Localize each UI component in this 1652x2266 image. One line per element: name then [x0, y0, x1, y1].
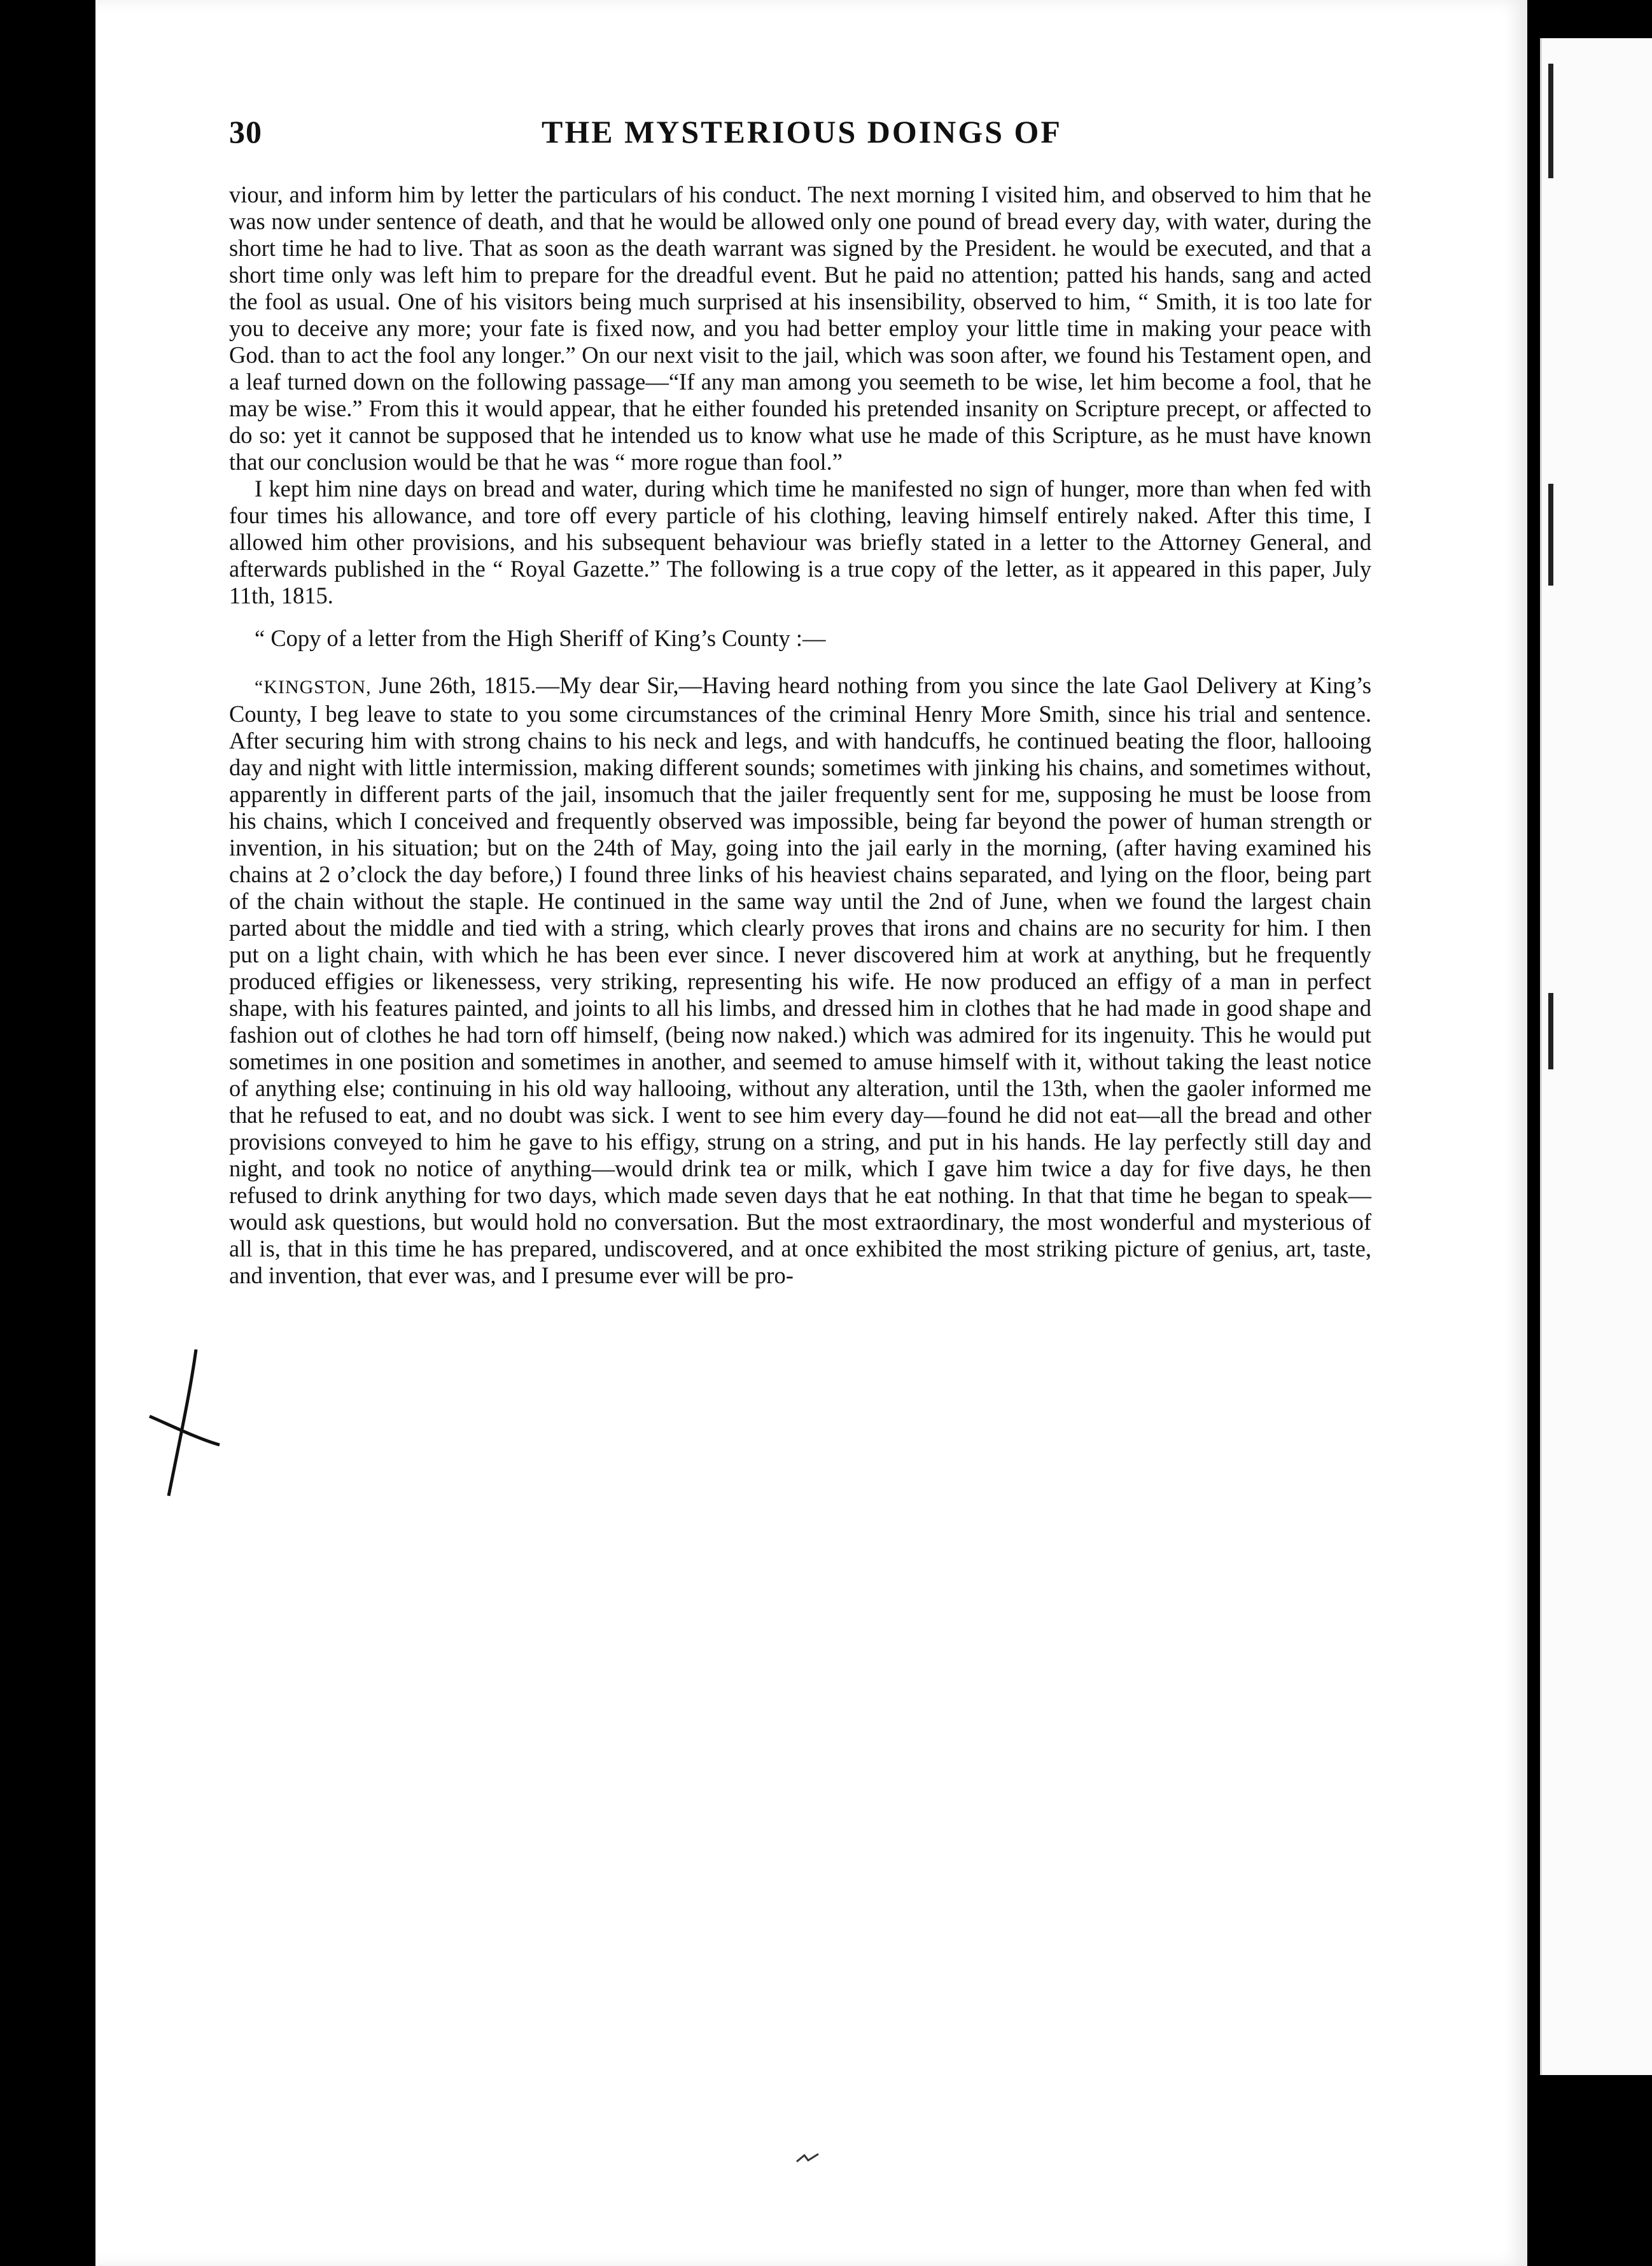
paragraph: “ Copy of a letter from the High Sheriff of King’s County :— [255, 625, 826, 651]
page-number: 30 [229, 114, 262, 150]
letter-paragraph [229, 672, 1371, 1289]
page-edge-mark [1548, 64, 1553, 178]
page-edge-mark [1548, 484, 1553, 586]
running-head: THE MYSTERIOUS DOINGS OF [542, 114, 1062, 150]
adjacent-page-edge [1540, 38, 1652, 2075]
margin-cross-mark [146, 1349, 223, 1502]
stray-ink-mark [795, 2151, 821, 2164]
letter-text: June 26th, 1815.—My dear Sir,—Having heard nothing from you since the late Gaol Delivery at King’s County, I beg leave to state to you some circumstances of the criminal Henry More Smith, since his trial and sentence. After securing him with strong chains to his neck and legs, and with handcuffs, he continued beating the floor, hallooing day and night with little intermission, making different sounds; sometimes with jinking his chains, and sometimes without, apparently in different parts of the jail, insomuch that the jailer frequently sent for me, supposing he must be loose from his chains, which I conceived and frequently observed was impossible, being far beyond the power of human strength or invention, in his situation; but on the 24th of May, going into the jail early in the morning, (after having examined his chains at 2 o’clock the day before,) I found three links of his heaviest chains separated, and lying on the floor, being part of the chain without the staple. He continued in the same way until the 2nd of June, when we found the largest chain parted about the middle and tied with a string, which clearly proves that irons and chains are no security for him. I then put on a light chain, with which he has been ever since. I never discovered him at work at anything, but he frequently produced effigies or likenessess, very striking, representing his wife. He now produced an effigy of a man in perfect shape, with his features painted, and joints to all his limbs, and dressed him in clothes that he had made in good shape and fashion out of clothes he had torn off himself, (being now naked.) which was admired for its ingenuity. This he would put sometimes in one position and sometimes in another, and seemed to amuse himself with it, without taking the least notice of anything else; continuing in his old way hallooing, without any alteration, until the 13th, when the gaoler informed me that he refused to eat, and no doubt was sick. I went to see him every day—found he did not eat—all the bread and other provisions conveyed to him he gave to his effigy, strung on a string, and put in his hands. He lay perfectly still day and night, and took no notice of anything—would drink tea or milk, which I gave him twice a day for five days, he then refused to drink anything for two days, which made seven days that he eat nothing. In that that time he began to speak—would ask questions, but would hold no conversation. But the most extraordinary, the most wonderful and mysterious of all is, that in this time he has prepared, undiscovered, and at once exhibited the most striking picture of genius, art, taste, and invention, that ever was, and I presume ever will be pro- [229, 672, 1371, 1288]
body-text [229, 181, 1371, 1289]
page-edge-mark [1548, 993, 1553, 1069]
paragraph: I kept him nine days on bread and water, during which time he manifested no sign of hunger, more than when fed with four times his allowance, and tore off every particle of his clothing, leaving himself entirely naked. After this time, I allowed him other provisions, and his subsequent behaviour was briefly stated in a letter to the Attorney General, and afterwards published in the “ Royal Gazette.” The following is a true copy of the letter, as it appeared in this paper, July 11th, 1815. [229, 475, 1371, 609]
page-header [229, 113, 1375, 164]
cross-stroke [169, 1349, 196, 1496]
paragraph: viour, and inform him by letter the particulars of his conduct. The next morning I visited him, and observed to him that he was now under sentence of death, and that he would be allowed only one pound of bread every day, with water, during the short time he had to live. That as soon as the death warrant was signed by the President. he would be executed, and that a short time only was left him to prepare for the dreadful event. But he paid no attention; patted his hands, sang and acted the fool as usual. One of his visitors being much surprised at his insensibility, observed to him, “ Smith, it is too late for you to deceive any more; your fate is fixed now, and you had better employ your little time in making your peace with God. than to act the fool any longer.” On our next visit to the jail, which was soon after, we found his Testament open, and a leaf turned down on the following passage—“If any man among you seemeth to be wise, let him become a fool, that he may be wise.” From this it would appear, that he either founded his pretended insanity on Scripture precept, or affected to do so: yet it cannot be supposed that he intended us to know what use he made of this Scripture, as he must have known that our conclusion would be that he was “ more rogue than fool.” [229, 181, 1371, 475]
ink-stroke [797, 2154, 818, 2162]
letter-place: “KINGSTON, [255, 677, 372, 698]
